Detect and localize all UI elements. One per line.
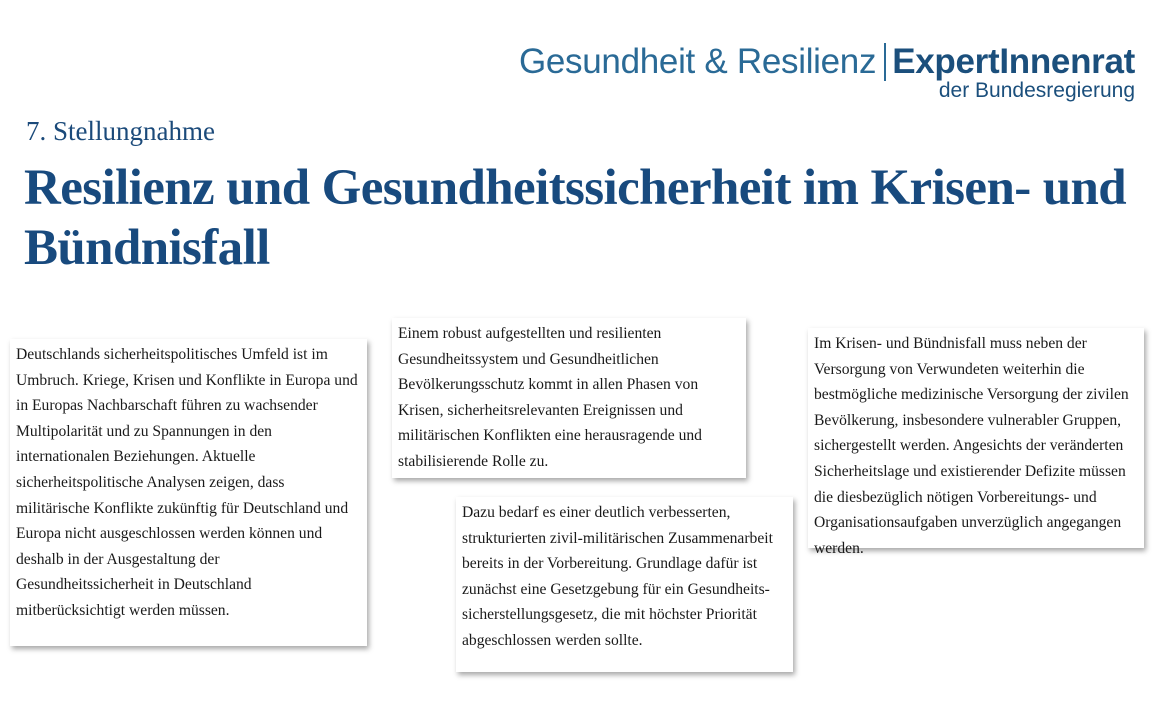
page-title: Resilienz und Gesundheitssicherheit im Krisen- und Bündnisfall	[24, 160, 1127, 276]
text-card-care-in-crisis	[808, 328, 1144, 557]
card-text: Im Krisen- und Bündnisfall muss neben der Versorgung von Verwundeten weiterhin die bestmögliche medizinische Versorgung der zivilen Bevölkerung, insbesondere vulnerabler Gruppen, sichergestellt werden. Angesichts der veränderten Sicherheitslage und existierender Defizite müssen die diesbezüglich nötigen Vorbereitungs- und Organisationsaufgaben unverzüglich angegangen werden.	[814, 335, 1129, 557]
brand-divider	[884, 43, 886, 81]
card-text: Dazu bedarf es einer deutlich verbesserten, strukturierten zivil-militärischen Zusammenarbeit bereits in der Vorbereitung. Grundlage dafür ist zunächst eine Gesetzgebung für ein Gesundheits-sicherstellungsgesetz, die mit höchster Priorität abgeschlossen werden sollte.	[462, 504, 773, 649]
brand-wordmark	[519, 42, 1135, 82]
text-card-health-system-role	[392, 318, 746, 478]
brand-name-gesundheit-resilienz: Gesundheit & Resilienz	[518, 42, 877, 81]
card-text: Einem robust aufgestellten und resilienten Gesundheitssystem und Gesundheitlichen Bevölkerungsschutz kommt in allen Phasen von Krisen, sicherheitsrelevanten Ereignissen und militärischen Konflikten eine herausragende und stabilisierende Rolle zu.	[398, 325, 702, 470]
card-text: Deutschlands sicherheitspolitisches Umfeld ist im Umbruch. Kriege, Krisen und Konflikte in Europa und in Europas Nachbarschaft führen zu wachsender Multipolarität und zu Spannungen in den internationalen Beziehungen. Aktuelle sicherheitspolitische Analysen zeigen, dass militärische Konflikte zukünftig für Deutschland und Europa nicht ausgeschlossen werden können und deshalb in der Ausgestaltung der Gesundheitssicherheit in Deutschland mitberücksichtigt werden müssen.	[16, 346, 358, 619]
statement-number: 7. Stellungnahme	[26, 116, 215, 146]
brand-subline: der Bundesregierung	[938, 79, 1135, 102]
brand-name-expertinnenrat: ExpertInnenrat	[892, 42, 1135, 81]
brand-logo	[519, 42, 1135, 102]
text-card-civil-military-cooperation	[456, 497, 793, 672]
text-card-security-environment	[10, 339, 367, 646]
